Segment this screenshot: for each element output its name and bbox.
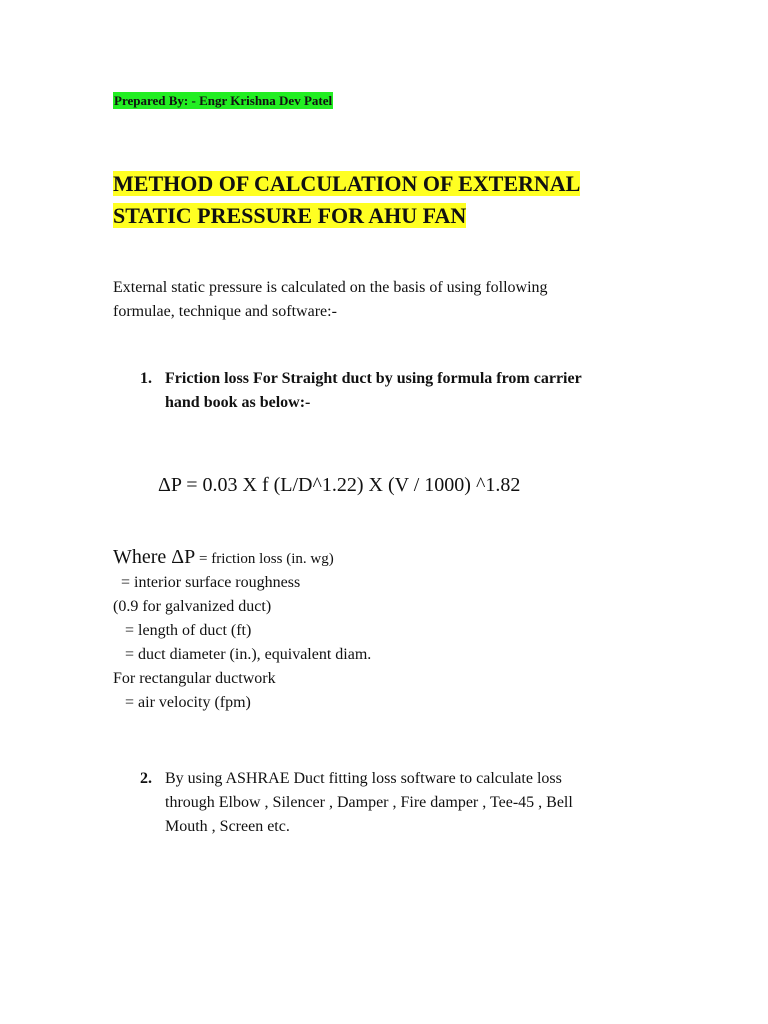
definition-l: = length of duct (ft) — [125, 622, 252, 639]
definition-f: = interior surface roughness — [121, 574, 301, 591]
intro-line-2: formulae, technique and software:- — [113, 303, 337, 320]
list-item-2-line-3: Mouth , Screen etc. — [165, 818, 290, 835]
list-item-1-line-1: Friction loss For Straight duct by using formula from carrier — [165, 370, 582, 387]
list-item-2-line-1: By using ASHRAE Duct fitting loss software to calculate loss — [165, 770, 562, 787]
variable-definitions — [113, 545, 673, 715]
definition-f-note: (0.9 for galvanized duct) — [113, 598, 272, 615]
definition-d: = duct diameter (in.), equivalent diam. — [125, 646, 372, 663]
title-line-2: STATIC PRESSURE FOR AHU FAN — [113, 203, 467, 228]
title-line-1: METHOD OF CALCULATION OF EXTERNAL — [113, 171, 581, 196]
list-item-friction-loss — [140, 367, 660, 415]
list-item-1-text — [140, 367, 660, 415]
intro-line-1: External static pressure is calculated on the basis of using following — [113, 279, 548, 296]
list-item-1-line-2: hand book as below:- — [165, 394, 311, 411]
definition-v: = air velocity (fpm) — [125, 694, 251, 711]
where-heading — [113, 545, 673, 571]
intro-paragraph — [113, 276, 673, 324]
list-item-2-text — [140, 767, 660, 839]
list-item-2-line-2: through Elbow , Silencer , Damper , Fire damper , Tee-45 , Bell — [165, 794, 573, 811]
definition-d-note: For rectangular ductwork — [113, 670, 276, 687]
where-lead-definition: = friction loss (in. wg) — [195, 551, 334, 567]
list-item-ashrae-software — [140, 767, 660, 839]
prepared-by-label: Prepared By: - Engr Krishna Dev Patel — [114, 93, 333, 108]
friction-loss-formula: ΔP = 0.03 X f (L/D^1.22) X (V / 1000) ^1.82 — [158, 474, 521, 496]
where-lead: Where ΔP — [113, 546, 196, 568]
list-number-2: 2. — [140, 770, 152, 787]
document-title — [113, 168, 673, 232]
list-number-1: 1. — [140, 370, 152, 387]
